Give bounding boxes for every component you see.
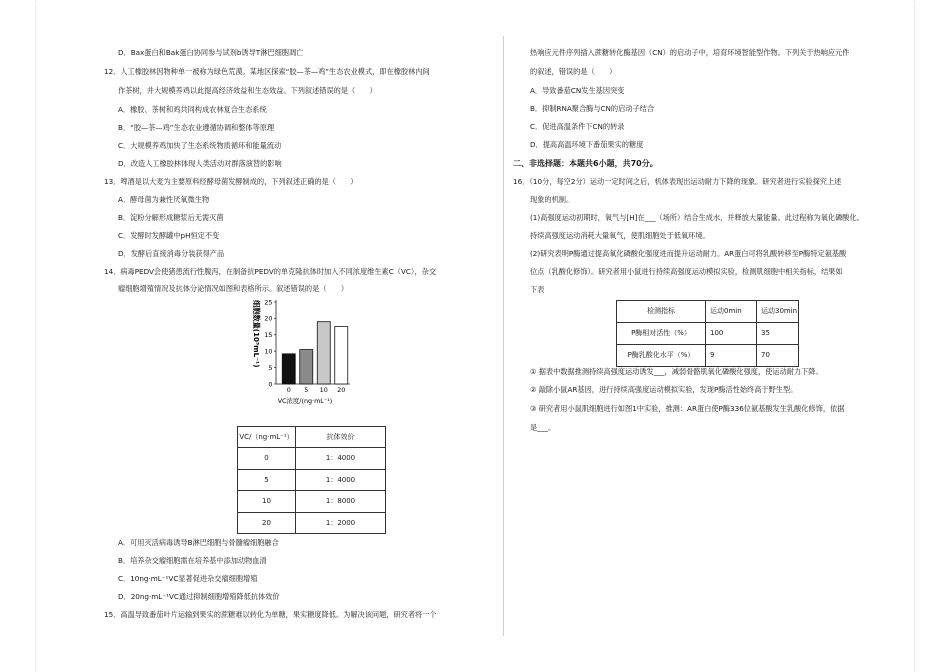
chart-y-axis-label: 细胞数量(10⁵mL⁻¹)	[252, 300, 261, 368]
x-tick-label: 0	[286, 386, 291, 394]
q14-option-d: D．20ng·mL⁻¹VC通过抑制细胞增殖降低抗体效价	[118, 592, 280, 601]
table-cell: 1：4000	[296, 448, 386, 469]
column-divider	[503, 36, 504, 636]
table-row	[238, 512, 386, 533]
table-cell: 1：4000	[296, 469, 386, 490]
table-header: VC/（ng·mL⁻¹）	[238, 427, 296, 448]
table-row	[238, 491, 386, 512]
table-row	[238, 448, 386, 469]
bar-vc-20	[335, 327, 348, 384]
q14-option-b: B．培养杂交瘤细胞需在培养基中添加动物血清	[118, 556, 267, 565]
q16-part2-line3: 下表	[530, 285, 545, 294]
q14-stem-line2: 瘤细胞增殖情况及抗体分泌情况如图和表格所示。叙述错误的是（ ）	[118, 284, 349, 293]
table-cell: 5	[238, 469, 296, 490]
q13-option-a: A．酵母菌为兼性厌氧微生物	[118, 195, 210, 204]
q12-stem-line1: 12．人工橡胶林因物种单一被称为绿色荒漠。某地区探索“胶—茶—鸡”生态农业模式，即在橡胶林内间	[104, 67, 430, 76]
table-cell: P酶相对活性（%）	[617, 323, 706, 345]
table-header: 运动0min	[706, 301, 757, 323]
bar-vc-10	[317, 322, 330, 384]
table-cell: P酶乳酸化水平（%）	[617, 345, 706, 367]
bar-vc-5	[300, 350, 313, 384]
x-tick-label: 5	[304, 386, 309, 394]
y-tick-label: 20	[264, 314, 273, 323]
q13-option-d: D．发酵后直接消毒分装获得产品	[118, 249, 225, 258]
q13-option-c: C．发酵时发酵罐中pH恒定不变	[118, 231, 220, 240]
table-cell: 70	[757, 345, 799, 367]
table-cell: 100	[706, 323, 757, 345]
q12-option-a: A．橡胶、茶树和鸡共同构成农林复合生态系统	[118, 105, 267, 114]
table-header: 抗体效价	[296, 427, 386, 448]
table-header: 检测指标	[617, 301, 706, 323]
q12-option-d: D．改造人工橡胶林体现人类活动对群落演替的影响	[118, 159, 282, 168]
q16-stem-line2: 现象的机制。	[530, 195, 574, 204]
bar-vc-0	[282, 354, 295, 384]
q15-option-c: C．促进高温条件下CN的转录	[530, 122, 625, 131]
y-tick-label: 25	[264, 298, 273, 307]
y-tick-label: 5	[268, 363, 273, 372]
table-row	[617, 345, 799, 367]
q16-part2-line1: (2)研究表明P酶通过提高氧化磷酸化强度进而提升运动耐力。AR蛋白可将乳酸转移至P酶特定氨基酸	[530, 249, 847, 258]
q13-option-b: B．淀粉分解形成糖浆后无需灭菌	[118, 213, 224, 222]
q12-option-c: C．大规模养鸡加快了生态系统物质循环和能量流动	[118, 141, 282, 150]
q15-stem-line3: 的叙述，错误的是（ ）	[530, 67, 617, 76]
q15-stem-line2: 热响应元件序列插入蔗糖转化酶基因（CN）的启动子中，培育环境智能型作物。下列关于热响应元件	[530, 48, 850, 57]
exercise-results-table	[616, 300, 799, 367]
q12-option-b: B．“胶—茶—鸡”生态农业遵循协调和整体等原理	[118, 123, 275, 132]
q13-stem: 13．啤酒是以大麦为主要原料经酵母菌发酵制成的，下列叙述正确的是（ ）	[104, 177, 358, 186]
section-heading: 二、非选择题：本题共6小题，共70分。	[513, 159, 658, 168]
q16-sub2: ② 敲除小鼠AR基因，进行持续高强度运动模拟实验，发现P酶活性始终高于野生型。	[530, 385, 798, 394]
table-cell: 1：8000	[296, 491, 386, 512]
q15-option-b: B．抑制RNA聚合酶与CN的启动子结合	[530, 104, 655, 113]
q16-sub1: ① 据表中数据推测持续高强度运动诱发___，减弱骨骼肌氧化磷酸化强度，使运动耐力下降。	[530, 367, 823, 376]
table-header: 运动30min	[757, 301, 799, 323]
table-cell: 35	[757, 323, 799, 345]
antibody-titer-table	[237, 426, 386, 534]
q16-sub3-line1: ③ 研究者用小鼠肌细胞进行如图1中实验，推测：AR蛋白使P酶336位氨基酸发生乳酸化修饰，依据	[530, 404, 845, 413]
chart-x-axis-label: VC浓度/(ng·mL⁻¹)	[277, 397, 333, 405]
q16-part1-line2: 持续高强度运动消耗大量氧气，使肌细胞处于低氧环境。	[530, 231, 710, 240]
vc-cell-count-chart	[246, 294, 356, 409]
q16-part1-line1: (1)高强度运动初期时，氧气与[H]在___（场所）结合生成水，并释放大量能量。此过程称为氧化磷酸化。	[530, 213, 864, 222]
table-row	[238, 469, 386, 490]
q14-option-a: A．可用灭活病毒诱导B淋巴细胞与骨髓瘤细胞融合	[118, 538, 279, 547]
q15-option-d: D．提高高温环境下番茄果实的糖度	[530, 140, 644, 149]
q14-stem-line1: 14．病毒PEDV会使猪患流行性腹泻，在制备抗PEDV的单克隆抗体时加入不同浓度维生素C（VC），杂交	[104, 267, 437, 276]
table-cell: 9	[706, 345, 757, 367]
x-tick-label: 10	[319, 386, 328, 394]
q14-option-c: C．10ng·mL⁻¹VC显著促进杂交瘤细胞增殖	[118, 574, 258, 583]
q16-sub3-line2: 是___。	[530, 423, 556, 432]
q16-stem-line1: 16．（10分，每空2分）运动一定时间之后，机体表现出运动耐力下降的现象。研究者进行实验探究上述	[513, 177, 842, 186]
table-row	[617, 323, 799, 345]
q15-stem-line1: 15．高温导致番茄叶片运输到果实的蔗糖难以转化为单糖，果实糖度降低。为解决该问题，研究者将一个	[104, 610, 437, 619]
table-cell: 1：2000	[296, 512, 386, 533]
q15-option-a: A．导致番茄CN发生基因突变	[530, 86, 625, 95]
y-tick-label: 10	[264, 347, 273, 356]
table-cell: 10	[238, 491, 296, 512]
table-cell: 20	[238, 512, 296, 533]
x-tick-label: 20	[337, 386, 346, 394]
table-cell: 0	[238, 448, 296, 469]
y-tick-label: 0	[268, 380, 273, 389]
q12-stem-line2: 作茶树，并大规模养鸡以此提高经济效益和生态效益。下列叙述错误的是（ ）	[118, 86, 377, 95]
q11-option-d: D．Bax蛋白和Bak蛋白协同参与试剂b诱导T淋巴细胞凋亡	[118, 48, 304, 57]
q16-part2-line2: 位点（乳酸化修饰）。研究者用小鼠进行持续高强度运动模拟实验，检测肌细胞中相关指标，结果如	[530, 267, 843, 276]
y-tick-label: 15	[264, 331, 273, 340]
